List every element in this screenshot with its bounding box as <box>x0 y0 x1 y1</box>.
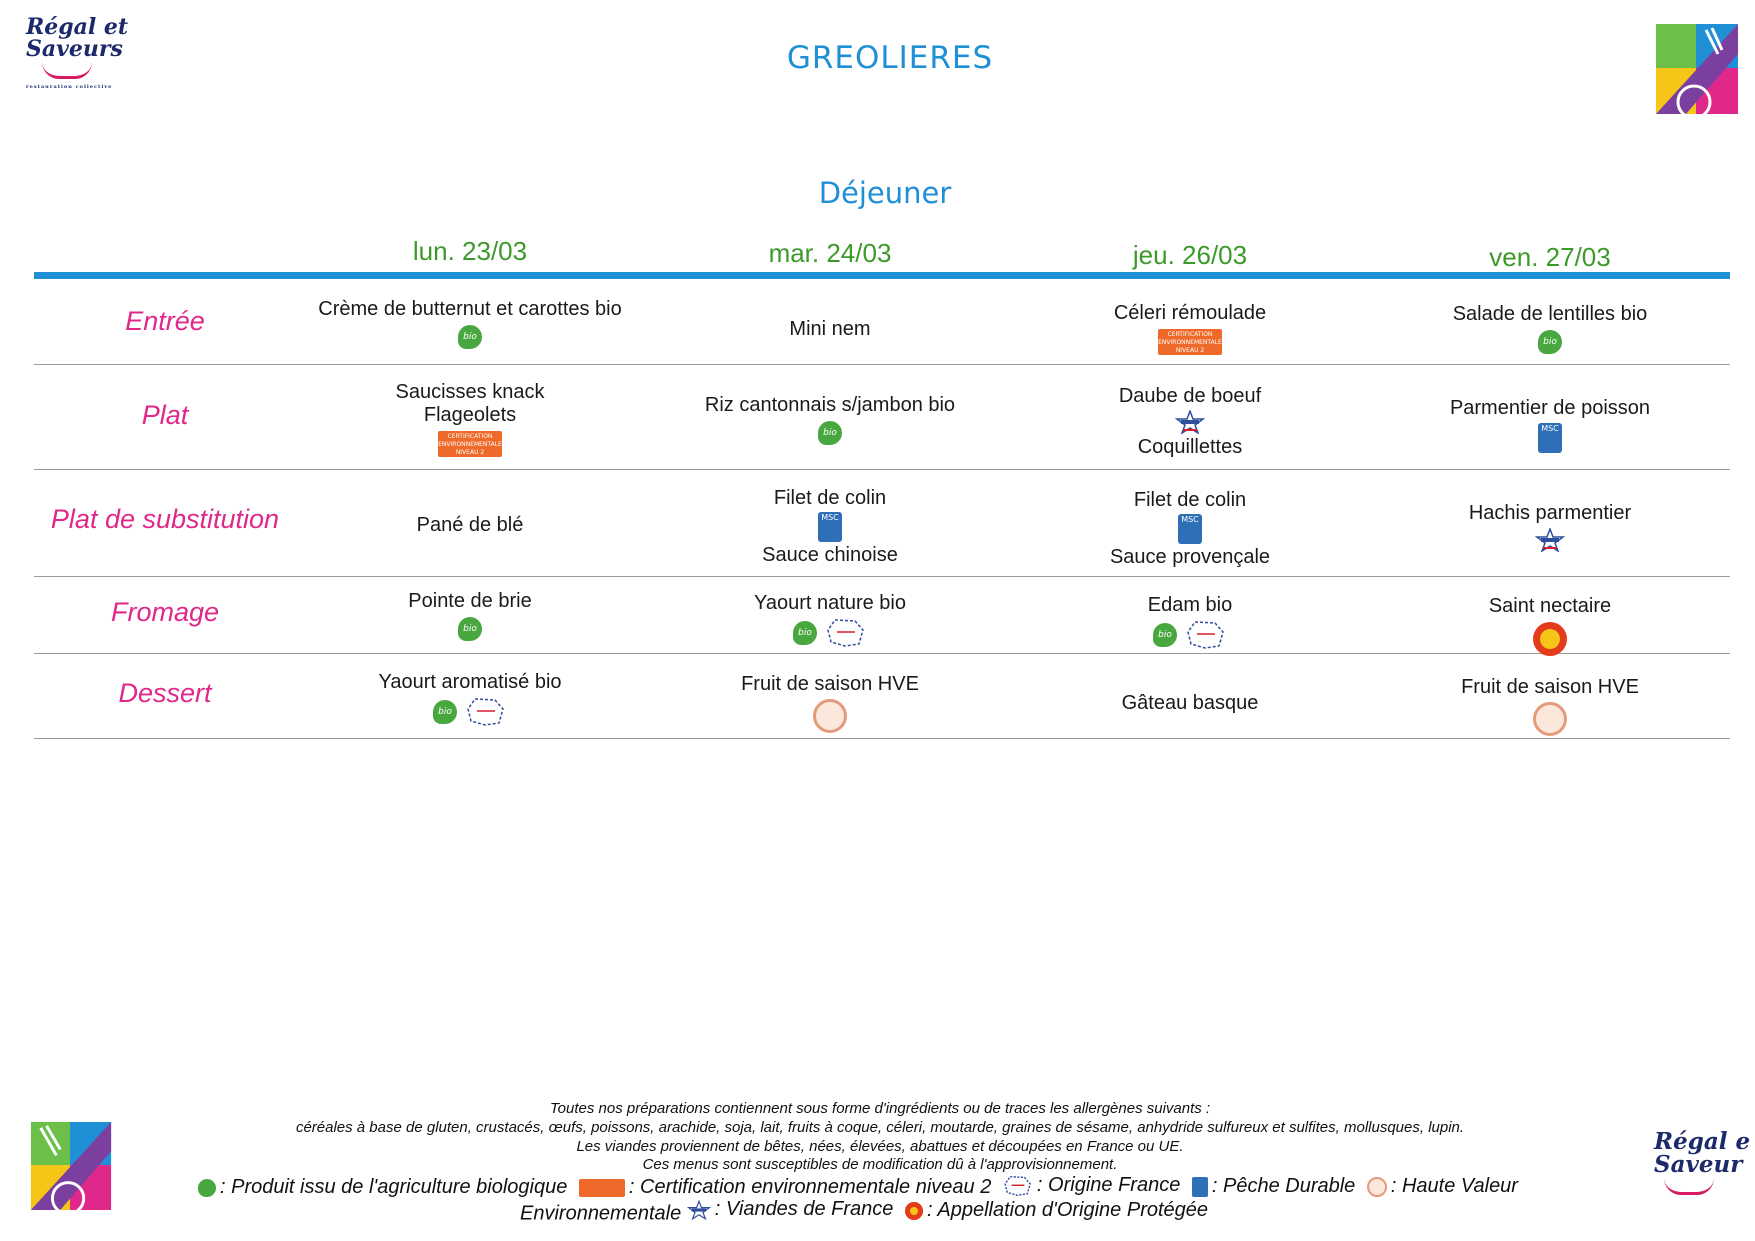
bio-leaf-icon: bio <box>433 700 457 724</box>
meal-title: Déjeuner <box>818 176 952 210</box>
label-group <box>1380 330 1720 354</box>
dish-name: Riz cantonnais s/jambon bio <box>704 394 956 416</box>
dish-name: Salade de lentilles bio <box>1452 303 1648 325</box>
regal-saveurs-logo-bottom-right <box>1654 1130 1750 1195</box>
dish-name: Saint nectaire <box>1488 595 1612 617</box>
legend-msc <box>1192 1175 1355 1198</box>
label-group <box>660 618 1000 648</box>
category-entree: Entrée <box>125 306 205 336</box>
viandes-de-france-icon <box>1535 528 1565 552</box>
bio-leaf-icon: bio <box>818 421 842 445</box>
menu-cell-substitution-tue <box>660 487 1000 567</box>
msc-fish-icon: MSC <box>1538 423 1562 453</box>
legend-bio <box>198 1176 567 1199</box>
header-divider-bar <box>34 272 1730 279</box>
label-group <box>1020 410 1360 434</box>
logo-smile-icon <box>42 62 92 79</box>
legend-hve-text-cont: Environnementale <box>520 1202 682 1220</box>
legend-origine-france-text: : Origine France <box>1036 1174 1181 1196</box>
menu-cell-substitution-fri <box>1380 502 1720 552</box>
row-divider <box>34 469 1730 470</box>
menu-cell-dessert-tue <box>660 673 1000 733</box>
dish-name: Coquillettes <box>1137 436 1243 458</box>
dish-name: Parmentier de poisson <box>1449 397 1651 419</box>
msc-fish-icon: MSC <box>818 512 842 542</box>
aop-seal-icon <box>1533 622 1567 656</box>
bio-leaf-icon: bio <box>1538 330 1562 354</box>
aop-seal-icon <box>905 1202 923 1220</box>
label-group <box>1020 514 1360 544</box>
label-group <box>300 431 640 457</box>
dish-name: Saucisses knack <box>395 381 545 403</box>
viandes-de-france-icon <box>687 1200 711 1220</box>
label-group <box>300 617 640 641</box>
legend-bio-text: : Produit issu de l'agriculture biologique <box>220 1176 568 1198</box>
menu-cell-plat-tue <box>660 394 1000 445</box>
logo-line1: Régal et <box>26 14 129 40</box>
menu-cell-entree-tue <box>660 318 1000 341</box>
category-dessert: Dessert <box>118 678 212 708</box>
label-group <box>660 421 1000 445</box>
dish-name: Filet de colin <box>773 487 887 509</box>
category-fromage: Fromage <box>110 597 220 627</box>
meat-origin-note: Les viandes proviennent de bêtes, nées, élevées, abattues et découpées en France ou UE. <box>576 1138 1184 1155</box>
dish-name: Pointe de brie <box>408 590 532 612</box>
menu-change-note: Ces menus sont susceptibles de modification dû à l'approvisionnement. <box>642 1156 1118 1173</box>
day-header-1: lun. 23/03 <box>412 236 528 266</box>
legend-vdf-text: : Viandes de France <box>714 1198 894 1220</box>
category-plat: Plat <box>141 400 189 430</box>
origine-france-icon <box>465 697 507 727</box>
dish-name: Sauce provençale <box>1109 546 1271 568</box>
dish-name: Hachis parmentier <box>1468 502 1632 524</box>
allergen-list: céréales à base de gluten, crustacés, œufs, poissons, arachide, soja, lait, fruits à coque, céleri, moutarde, graines de sésame, anhydride sulfureux et sulfites, mollusques, lupin. <box>295 1119 1465 1136</box>
day-header-2: mar. 24/03 <box>768 238 892 268</box>
logo-smile-icon <box>1664 1178 1714 1195</box>
menu-cell-substitution-thu <box>1020 489 1360 569</box>
colorful-plate-logo-bottom-left <box>26 1122 116 1210</box>
row-divider <box>34 364 1730 365</box>
dish-name: Edam bio <box>1147 594 1233 616</box>
legend-row-2 <box>520 1198 1280 1220</box>
row-divider <box>34 738 1730 739</box>
day-header-4: ven. 27/03 <box>1489 242 1611 272</box>
regal-saveurs-logo-top-left <box>26 16 128 90</box>
menu-cell-dessert-thu <box>1020 692 1360 715</box>
dish-name: Yaourt aromatisé bio <box>378 671 562 693</box>
certification-environnementale-icon <box>579 1179 625 1197</box>
msc-fish-icon <box>1192 1177 1208 1197</box>
hve-seal-icon <box>1367 1177 1387 1197</box>
bio-leaf-icon: bio <box>1153 623 1177 647</box>
origine-france-icon <box>825 618 867 648</box>
legend-hve <box>1367 1175 1518 1198</box>
legend-aop <box>905 1199 1208 1220</box>
menu-cell-plat-thu <box>1020 385 1360 459</box>
origine-france-icon <box>1003 1175 1033 1197</box>
label-group <box>660 699 1000 733</box>
menu-cell-fromage-tue <box>660 592 1000 648</box>
logo-tagline: restauration collective <box>26 84 113 90</box>
dish-name: Fruit de saison HVE <box>1461 676 1639 698</box>
legend-cert <box>579 1176 991 1199</box>
hve-seal-icon <box>813 699 847 733</box>
label-group <box>1020 620 1360 650</box>
label-group <box>1380 702 1720 736</box>
allergen-intro: Toutes nos préparations contiennent sous forme d'ingrédients ou de traces les allergènes suivants : <box>549 1100 1211 1117</box>
label-group <box>1020 329 1360 355</box>
label-group <box>1380 528 1720 552</box>
menu-cell-fromage-mon <box>300 590 640 641</box>
legend-viandes-de-france <box>687 1198 894 1220</box>
legend-origine-france <box>1003 1174 1180 1197</box>
menu-cell-plat-fri <box>1380 397 1720 453</box>
legend-aop-text: : Appellation d'Origine Protégée <box>926 1199 1209 1220</box>
colorful-plate-logo-top-right <box>1656 24 1738 114</box>
viandes-de-france-icon <box>1175 410 1205 434</box>
menu-cell-fromage-fri <box>1380 595 1720 656</box>
certification-environnementale-icon: CERTIFICATION ENVIRONNEMENTALE NIVEAU 2 <box>1158 331 1222 354</box>
dish-name: Mini nem <box>789 318 871 340</box>
menu-cell-substitution-mon <box>300 514 640 537</box>
logo-line1: Régal e <box>1654 1128 1751 1155</box>
menu-cell-entree-mon <box>300 298 640 349</box>
legend-cert-text: : Certification environnementale niveau 2 <box>628 1176 992 1198</box>
dish-name: Fruit de saison HVE <box>741 673 919 695</box>
menu-cell-dessert-mon <box>300 671 640 727</box>
day-header-3: jeu. 26/03 <box>1132 240 1248 270</box>
dish-name: Pané de blé <box>416 514 524 536</box>
logo-line2: Saveur <box>1654 1151 1743 1178</box>
dish-name: Daube de boeuf <box>1118 385 1262 407</box>
label-group <box>660 512 1000 542</box>
label-group <box>1380 622 1720 656</box>
label-group <box>300 325 640 349</box>
origine-france-icon <box>1185 620 1227 650</box>
dish-name: Sauce chinoise <box>762 544 898 566</box>
bio-leaf-icon: bio <box>458 325 482 349</box>
hve-seal-icon <box>1533 702 1567 736</box>
menu-cell-dessert-fri <box>1380 676 1720 736</box>
category-substitution: Plat de substitution <box>50 504 280 534</box>
dish-name: Céleri rémoulade <box>1113 302 1267 324</box>
bio-leaf-icon: bio <box>458 617 482 641</box>
logo-line2: Saveurs <box>26 36 123 62</box>
bio-leaf-icon <box>198 1179 216 1197</box>
label-group <box>300 697 640 727</box>
menu-cell-entree-thu <box>1020 302 1360 355</box>
menu-cell-plat-mon <box>300 381 640 457</box>
legend-hve-text: : Haute Valeur <box>1390 1175 1518 1197</box>
dish-name: Yaourt nature bio <box>754 592 906 614</box>
menu-cell-entree-fri <box>1380 303 1720 354</box>
dish-name: Gâteau basque <box>1121 692 1259 714</box>
dish-name: Crème de butternut et carottes bio <box>318 298 622 320</box>
row-divider <box>34 576 1730 577</box>
certification-environnementale-icon: CERTIFICATION ENVIRONNEMENTALE NIVEAU 2 <box>438 433 502 456</box>
dish-name: Flageolets <box>423 404 517 426</box>
bio-leaf-icon: bio <box>793 621 817 645</box>
msc-fish-icon: MSC <box>1178 514 1202 544</box>
dish-name: Filet de colin <box>1133 489 1247 511</box>
page-title: GREOLIERES <box>786 40 994 76</box>
menu-cell-fromage-thu <box>1020 594 1360 650</box>
legend-msc-text: : Pêche Durable <box>1211 1175 1356 1197</box>
label-group <box>1380 423 1720 453</box>
